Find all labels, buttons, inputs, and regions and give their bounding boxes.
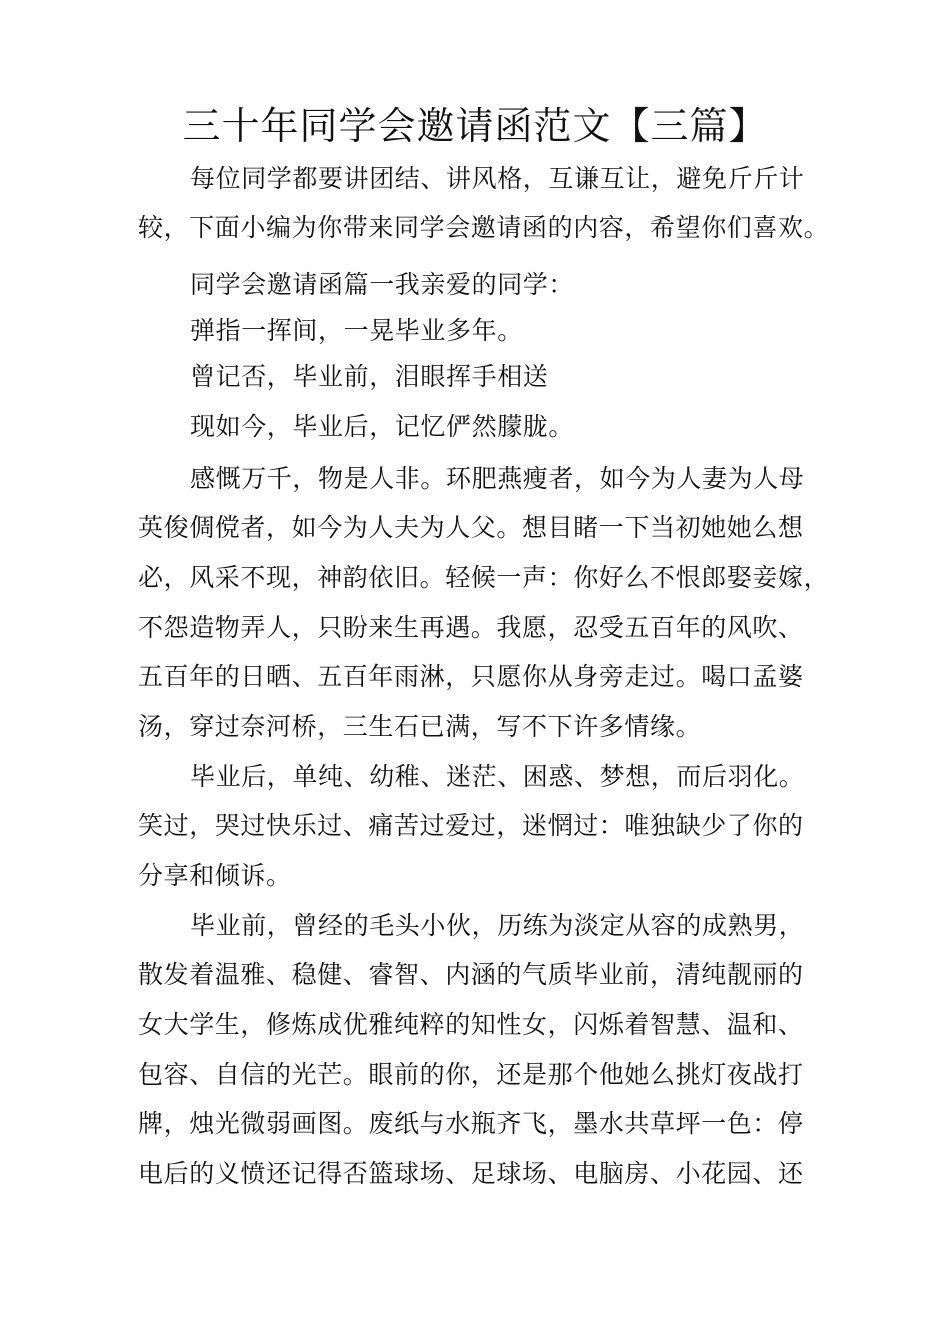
paragraph-line: 弹指一挥间，一晃毕业多年。: [190, 316, 523, 345]
paragraph-line: 分享和倾诉。: [138, 861, 292, 890]
paragraph-line: 牌，烛光微弱画图。废纸与水瓶齐飞，墨水共草坪一色：停: [138, 1109, 804, 1138]
paragraph-line: 不怨造物弄人，只盼来生再遇。我愿，忍受五百年的风吹、: [138, 613, 804, 642]
paragraph-line: 毕业后，单纯、幼稚、迷茫、困惑、梦想，而后羽化。: [190, 762, 805, 791]
paragraph-line: 女大学生，修炼成优雅纯粹的知性女，闪烁着智慧、温和、: [138, 1010, 804, 1039]
paragraph-line: 散发着温雅、稳健、睿智、内涵的气质毕业前，清纯靓丽的: [138, 960, 804, 989]
paragraph-line: 较，下面小编为你带来同学会邀请函的内容，希望你们喜欢。: [138, 213, 830, 242]
document-title: 三十年同学会邀请函范文【三篇】: [182, 104, 768, 148]
paragraph-line: 汤，穿过奈河桥，三生石已满，写不下许多情缘。: [138, 712, 702, 741]
paragraph-line: 笑过，哭过快乐过、痛苦过爱过，迷惘过：唯独缺少了你的: [138, 811, 804, 840]
paragraph-line: 现如今，毕业后，记忆俨然朦胧。: [190, 412, 575, 441]
paragraph-line: 同学会邀请函篇一我亲爱的同学：: [190, 270, 575, 299]
paragraph-line: 每位同学都要讲团结、讲风格，互谦互让，避免斤斤计: [190, 164, 805, 193]
paragraph-line: 毕业前，曾经的毛头小伙，历练为淡定从容的成熟男，: [190, 911, 805, 940]
paragraph-line: 电后的义愤还记得否篮球场、足球场、电脑房、小花园、还: [138, 1159, 804, 1188]
paragraph-line: 英俊倜傥者，如今为人夫为人父。想目睹一下当初她她么想: [138, 513, 804, 542]
paragraph-line: 必，风采不现，神韵依旧。轻候一声：你好么不恨郎娶妾嫁，: [138, 563, 830, 592]
paragraph-line: 曾记否，毕业前，泪眼挥手相送: [190, 362, 549, 391]
paragraph-line: 五百年的日晒、五百年雨淋，只愿你从身旁走过。喝口孟婆: [138, 662, 804, 691]
paragraph-line: 包容、自信的光芒。眼前的你，还是那个他她么挑灯夜战打: [138, 1060, 804, 1089]
paragraph-line: 感慨万千，物是人非。环肥燕瘦者，如今为人妻为人母: [190, 464, 805, 493]
